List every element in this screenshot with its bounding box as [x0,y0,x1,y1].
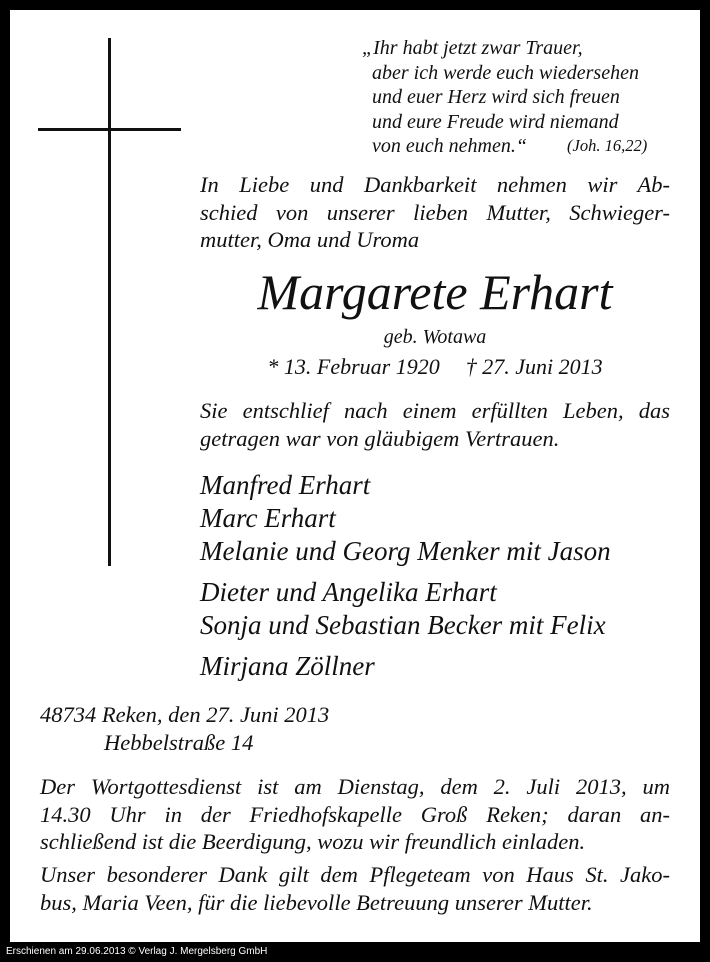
mourner-name: Mirjana Zöllner [200,651,375,681]
mourner-name: Sonja und Sebastian Becker mit Felix [200,610,606,640]
service-info [40,773,670,856]
service-line: schließend ist die Beerdigung, wozu wir freundlich einladen. [40,829,586,854]
quote-line: und eure Freude wird niemand [372,110,619,133]
mourner-name: Melanie und Georg Menker mit Jason [200,536,611,566]
deceased-name: Margarete Erhart [257,264,613,320]
thanks-line: bus, Maria Veen, für die liebevolle Betreuung unserer Mutter. [40,889,593,915]
service-line: 14.30 Uhr in der Friedhofskapelle Groß Reken; daran an- [40,801,670,827]
birth-date: * 13. Februar 1920 [267,354,440,379]
quote-citation: (Joh. 16,22) [567,136,648,155]
intro-line: schied von unserer lieben Mutter, Schwieger- [200,199,670,225]
service-line: Der Wortgottesdienst ist am Dienstag, dem 2. Juli 2013, um [40,774,670,799]
quote-line: aber ich werde euch wiedersehen [372,61,639,84]
street-address: Hebbelstraße 14 [104,730,254,755]
mourner-name: Dieter und Angelika Erhart [200,577,497,607]
bible-quote [362,36,648,159]
thanks-line: Unser besonderer Dank gilt dem Pflegeteam von Haus St. Jako- [40,862,670,887]
quote-line: und euer Herz wird sich freuen [372,86,620,108]
death-date: † 27. Juni 2013 [465,354,603,379]
intro-line: mutter, Oma und Uroma [200,227,420,252]
thanks-text [40,861,670,916]
life-line: getragen war von gläubigem Vertrauen. [200,425,560,451]
cross-horizontal-bar [38,128,181,131]
quote-line: von euch nehmen.“ [372,135,527,157]
place-date: 48734 Reken, den 27. Juni 2013 [40,702,330,727]
birth-name: geb. Wotawa [383,326,487,348]
publication-footer: Erschienen am 29.06.2013 © Verlag J. Mergelsberg GmbH [6,946,268,957]
quote-line: „Ihr habt jetzt zwar Trauer, [362,37,583,59]
cross-vertical-bar [108,38,111,566]
intro-line: In Liebe und Dankbarkeit nehmen wir Ab- [200,172,670,197]
life-line: Sie entschlief nach einem erfüllten Leben, das [200,398,670,423]
life-text [200,397,670,452]
intro-text [200,171,670,254]
mourner-name: Marc Erhart [200,503,336,533]
mourner-name: Manfred Erhart [200,470,371,500]
life-dates [200,354,670,380]
